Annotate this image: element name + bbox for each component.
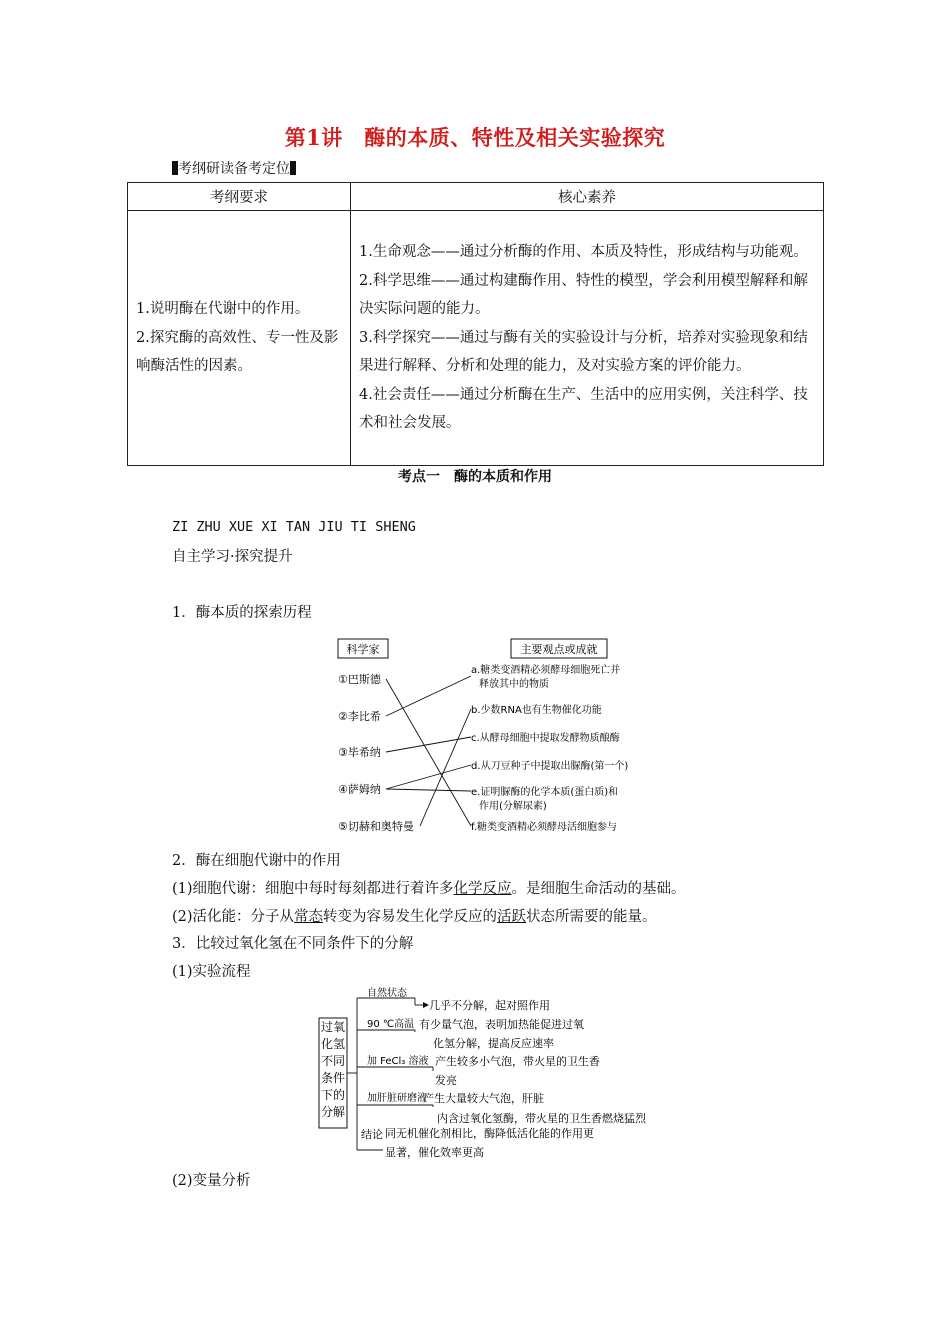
result-text: 同无机催化剂相比，酶降低活化能的作用更: [385, 1127, 594, 1140]
requirements-cell: [128, 211, 351, 466]
match-line: [386, 679, 471, 826]
result-text: 发亮: [435, 1074, 457, 1087]
heading-3: 3．比较过氧化氢在不同条件下的分解: [172, 936, 414, 952]
match-line: [386, 789, 471, 791]
paragraph-metabolism: [172, 877, 686, 898]
achievement-label: c.从酵母细胞中提取发酵物质酿酶: [471, 733, 620, 744]
literacy-item: 1.生命观念——通过分析酶的作用、本质及特性，形成结构与功能观。: [359, 244, 808, 261]
requirement-item: 1.说明酶在代谢中的作用。: [136, 301, 310, 318]
literacy-cell: [351, 211, 824, 466]
heading-3-1: (1)实验流程: [172, 964, 251, 980]
underlined-answer: 常态: [294, 909, 324, 925]
study-label: 自主学习·探究提升: [172, 549, 293, 565]
box-text: 条件: [320, 1071, 346, 1085]
scientist-label: ②李比希: [338, 710, 381, 723]
box-text: 化氢: [320, 1037, 346, 1051]
section-tag: [172, 158, 296, 178]
underlined-answer: 活跃: [497, 909, 527, 925]
result-text: 产生较多小气泡，带火星的卫生香: [435, 1055, 600, 1068]
text-span: 状态所需要的能量。: [526, 909, 657, 925]
condition-label: 结论: [361, 1128, 383, 1141]
col-header-literacy: 核心素养: [351, 183, 824, 211]
right-header: 主要观点或成就: [520, 643, 598, 656]
scientist-label: ③毕希纳: [338, 746, 381, 759]
paragraph-activation-energy: [172, 905, 657, 926]
text-span: 。是细胞生命活动的基础。: [511, 881, 686, 897]
box-text: 下的: [320, 1088, 346, 1102]
achievement-label: 释放其中的物质: [479, 679, 549, 690]
result-text: 产生大量较大气泡，肝脏: [423, 1092, 544, 1105]
scientist-label: ⑤切赫和奥特曼: [338, 820, 414, 833]
result-text: 内含过氧化氢酶，带火星的卫生香燃烧猛烈: [437, 1112, 646, 1125]
experiment-flow-diagram: [315, 984, 695, 1162]
section-tag-label: 考纲研读备考定位: [178, 161, 290, 177]
scientist-label: ①巴斯德: [338, 673, 381, 686]
box-text: 不同: [320, 1054, 346, 1068]
box-text: 过氧: [320, 1020, 346, 1034]
kaodian-title: 考点一 酶的本质和作用: [398, 469, 552, 485]
page-title: 第1讲 酶的本质、特性及相关实验探究: [284, 125, 666, 150]
achievement-label: f.糖类变酒精必须酵母活细胞参与: [471, 822, 617, 833]
text-span: 转变为容易发生化学反应的: [323, 909, 498, 925]
literacy-item: 3.科学探究——通过与酶有关的实验设计与分析，培养对实验现象和结果进行解释、分析和处理的能力，及对实验方案的评价能力。: [359, 329, 808, 375]
pinyin-label: ZI ZHU XUE XI TAN JIU TI SHENG: [172, 519, 416, 535]
match-line: [386, 765, 471, 789]
text-span: (2)活化能：分子从: [172, 909, 295, 925]
requirements-table: [127, 182, 824, 466]
result-text: 化氢分解，提高反应速率: [433, 1037, 554, 1050]
left-header: 科学家: [346, 643, 380, 656]
bar-icon: [290, 161, 296, 175]
col-header-requirements: 考纲要求: [128, 183, 351, 211]
result-text: 几乎不分解，起对照作用: [429, 999, 550, 1012]
achievement-label: b.少数RNA也有生物催化功能: [471, 705, 602, 716]
match-line: [386, 676, 471, 716]
result-text: 显著，催化效率更高: [385, 1146, 484, 1159]
condition-label: 加 FeCl₃ 溶液: [367, 1056, 429, 1067]
underlined-answer: 化学反应: [453, 881, 512, 897]
heading-2: 2．酶在细胞代谢中的作用: [172, 853, 341, 869]
literacy-item: 4.社会责任——通过分析酶在生产、生活中的应用实例，关注科学、技术和社会发展。: [359, 386, 808, 432]
box-text: 分解: [320, 1105, 346, 1119]
scientist-label: ④萨姆纳: [338, 783, 381, 796]
heading-3-2: (2)变量分析: [172, 1173, 251, 1189]
achievement-label: d.从刀豆种子中提取出脲酶(第一个): [471, 761, 629, 772]
condition-label: 加肝脏研磨液: [367, 1093, 427, 1104]
heading-1: 1．酶本质的探索历程: [172, 605, 312, 621]
achievement-label: a.糖类变酒精必须酵母细胞死亡并: [471, 665, 621, 676]
achievement-label: e.证明脲酶的化学本质(蛋白质)和: [471, 787, 619, 798]
enzyme-history-diagram: [330, 636, 650, 836]
text-span: (1)细胞代谢：细胞中每时每刻都进行着许多: [172, 881, 454, 897]
condition-label: 自然状态: [367, 988, 407, 999]
literacy-item: 2.科学思维——通过构建酶作用、特性的模型，学会利用模型解释和解决实际问题的能力。: [359, 272, 808, 318]
requirement-item: 2.探究酶的高效性、专一性及影响酶活性的因素。: [136, 329, 339, 375]
result-text: 有少量气泡，表明加热能促进过氧: [419, 1018, 584, 1031]
achievement-label: 作用(分解尿素): [479, 801, 547, 812]
condition-label: 90 ℃高温: [367, 1019, 415, 1030]
